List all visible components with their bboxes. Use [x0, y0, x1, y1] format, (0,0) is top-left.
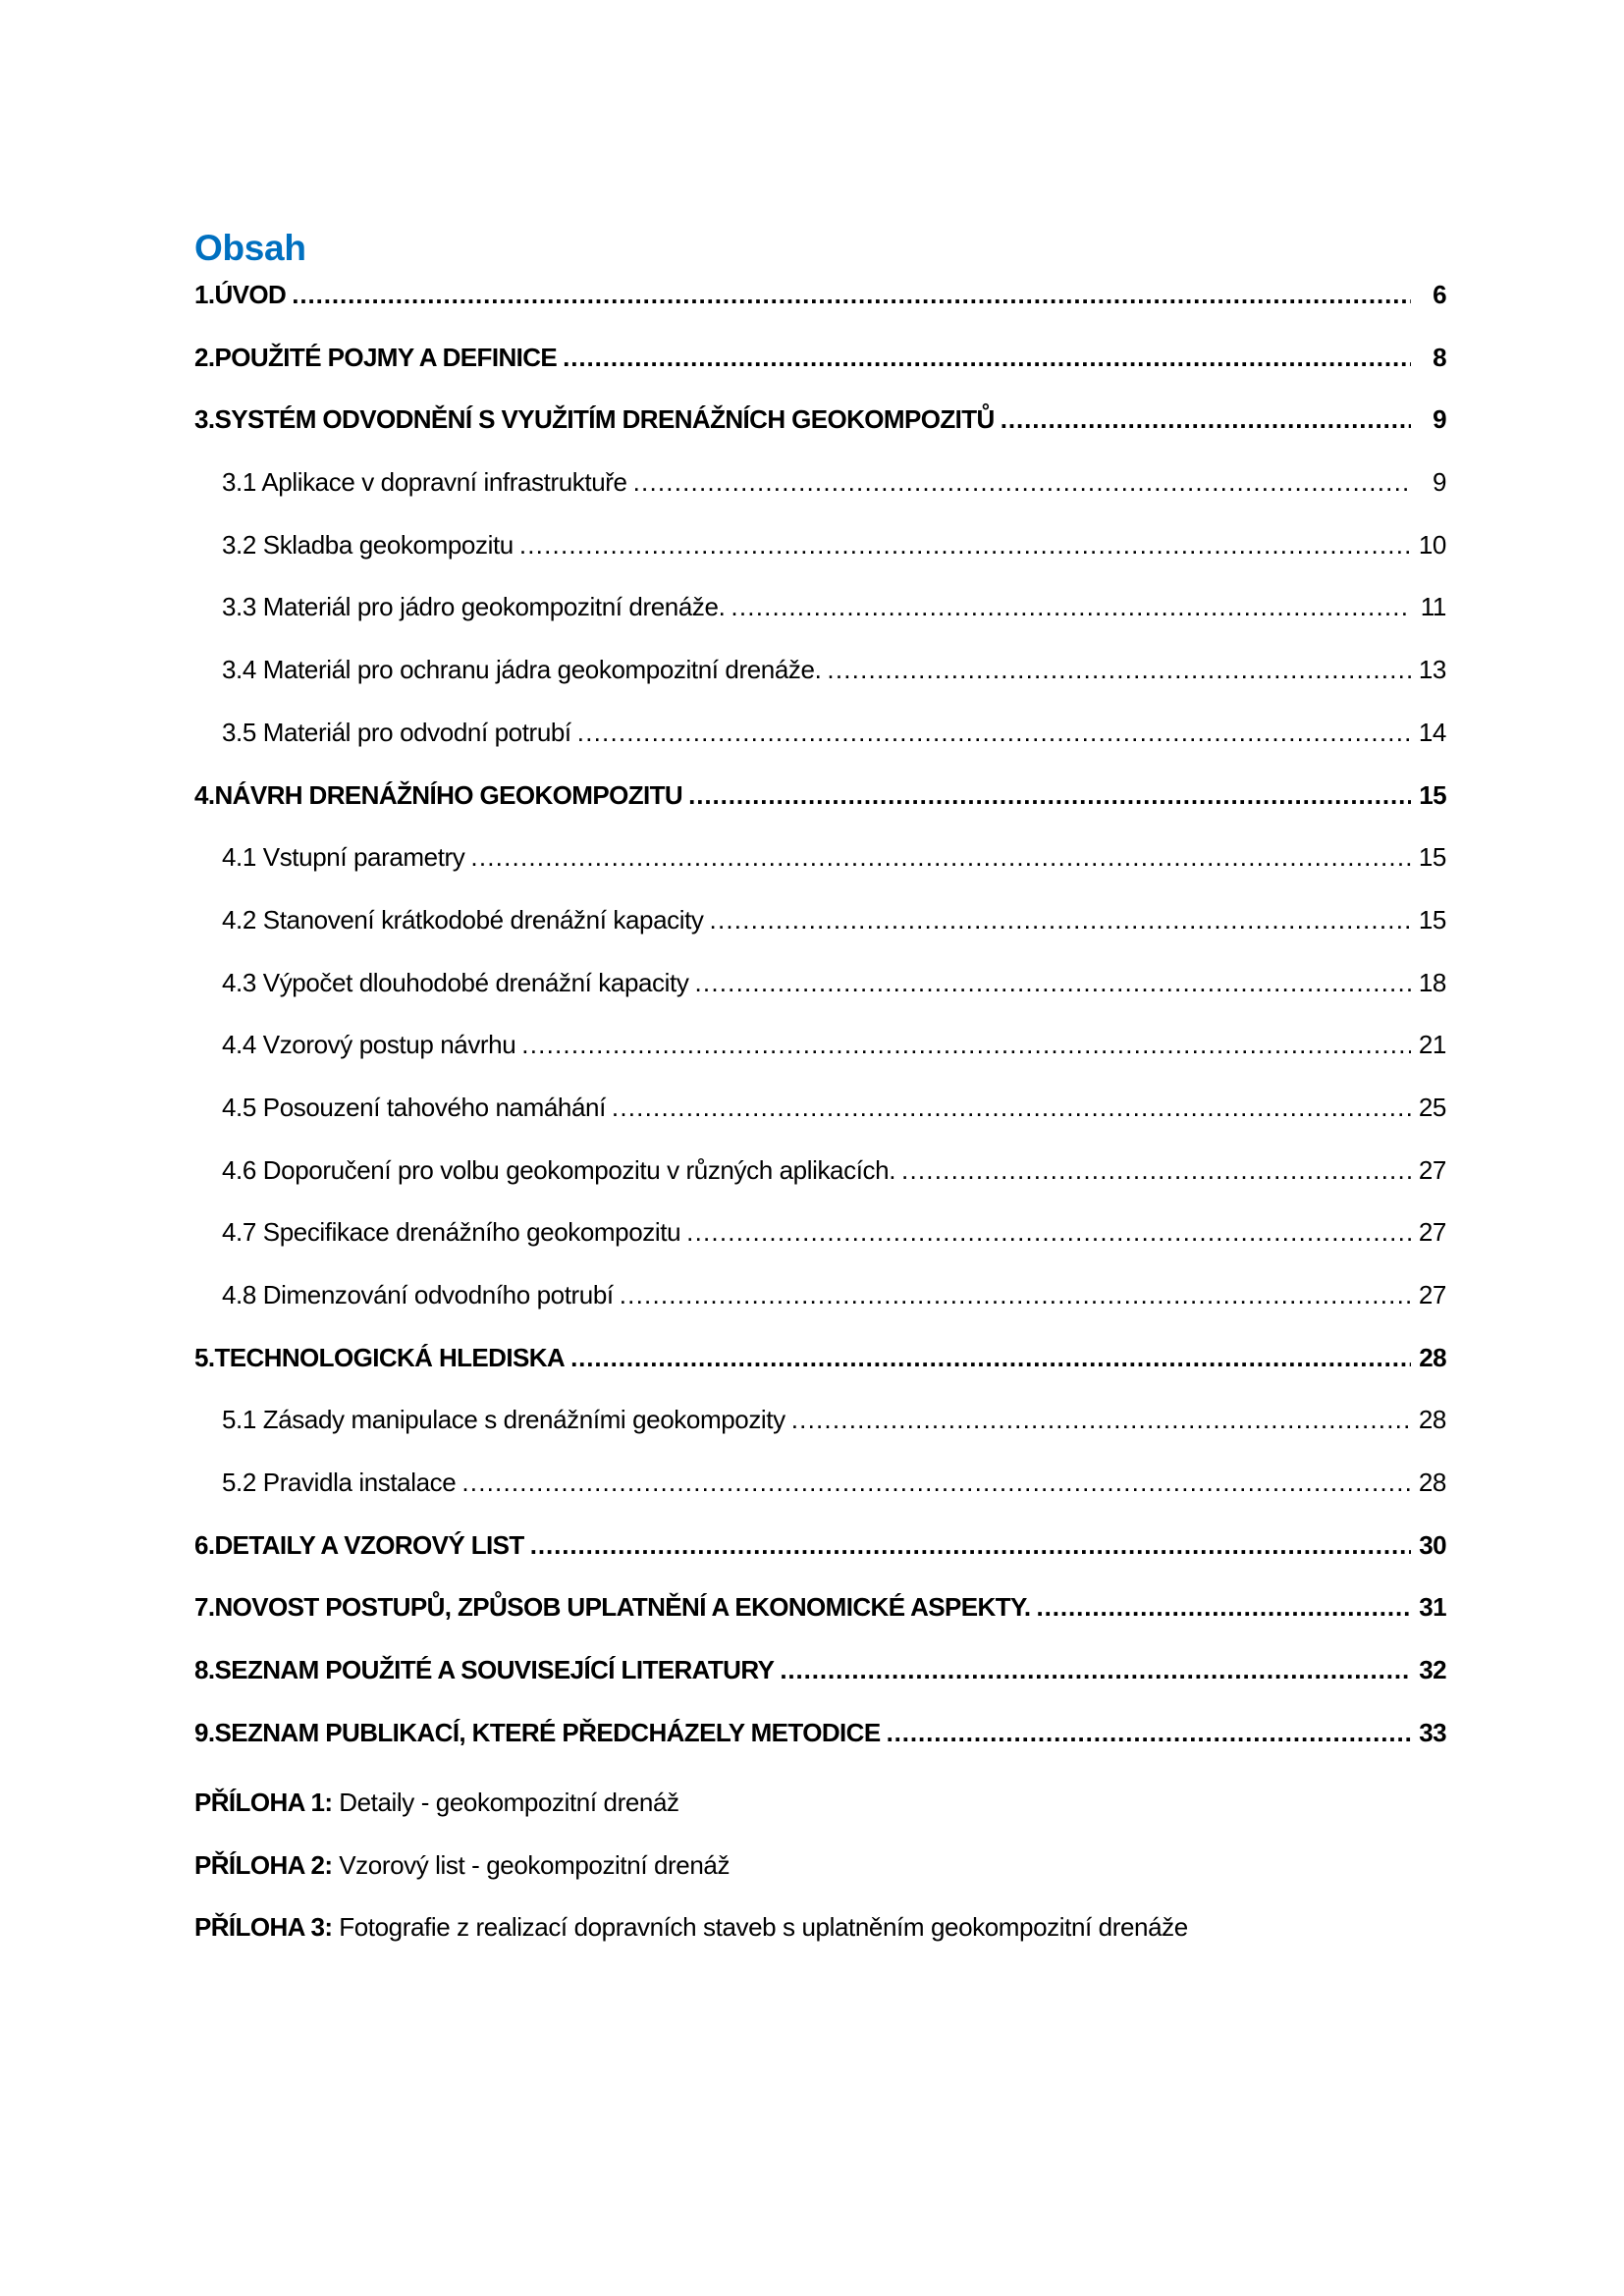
table-of-contents — [194, 275, 1446, 1776]
toc-entry[interactable] — [194, 1150, 1446, 1213]
toc-entry[interactable] — [194, 1587, 1446, 1650]
toc-entry-label: 9.SEZNAM PUBLIKACÍ, KTERÉ PŘEDCHÁZELY METODICE — [194, 1717, 881, 1747]
toc-entry-page: 11 — [1420, 592, 1446, 622]
toc-entry-page: 33 — [1419, 1717, 1446, 1747]
annex-label: PŘÍLOHA 1: — [194, 1788, 333, 1817]
toc-entry-page: 14 — [1418, 717, 1446, 747]
toc-entry-page: 9 — [1432, 467, 1446, 498]
toc-entry[interactable] — [194, 900, 1446, 963]
toc-entry-page: 6 — [1433, 280, 1446, 309]
dot-leader — [612, 1088, 1411, 1127]
toc-entry[interactable] — [194, 587, 1446, 650]
annex-text: Fotografie z realizací dopravních staveb s uplatněním geokompozitní drenáže — [332, 1912, 1188, 1942]
toc-entry-label: 3.4 Materiál pro ochranu jádra geokompozitní drenáže. — [222, 655, 822, 685]
dot-leader — [563, 338, 1411, 377]
toc-entry-label: 4.2 Stanovení krátkodobé drenážní kapacity — [222, 904, 704, 934]
toc-entry[interactable] — [194, 1713, 1446, 1776]
toc-entry-label: 3.3 Materiál pro jádro geokompozitní drenáže. — [222, 592, 726, 622]
toc-entry-page: 15 — [1418, 904, 1446, 934]
toc-entry-page: 31 — [1419, 1592, 1446, 1623]
toc-entry[interactable] — [194, 275, 1446, 338]
toc-entry-label: 3.2 Skladba geokompozitu — [222, 529, 514, 560]
toc-entry-label: 5.1 Zásady manipulace s drenážními geokompozity — [222, 1405, 785, 1435]
dot-leader — [461, 1463, 1411, 1502]
dot-leader — [633, 462, 1411, 502]
dot-leader — [577, 713, 1411, 752]
toc-entry-page: 18 — [1418, 967, 1446, 997]
toc-entry-label: 4.1 Vstupní parametry — [222, 842, 465, 873]
toc-entry-label: 4.4 Vzorový postup návrhu — [222, 1030, 516, 1060]
toc-entry-label: 4.7 Specifikace drenážního geokompozitu — [222, 1217, 681, 1248]
toc-entry-page: 10 — [1418, 529, 1446, 560]
toc-entry-page: 21 — [1418, 1030, 1446, 1060]
toc-entry-label: 6.DETAILY A VZOROVÝ LIST — [194, 1529, 524, 1560]
annex-label: PŘÍLOHA 3: — [194, 1912, 333, 1942]
toc-entry-label: 4.3 Výpočet dlouhodobé drenážní kapacity — [222, 967, 689, 997]
dot-leader — [530, 1525, 1411, 1565]
annex-text: Vzorový list - geokompozitní drenáž — [332, 1849, 731, 1880]
annex-label: PŘÍLOHA 2: — [194, 1849, 333, 1880]
toc-entry-page: 30 — [1419, 1529, 1446, 1560]
dot-leader — [694, 963, 1411, 1002]
toc-entry-label: 3.SYSTÉM ODVODNĚNÍ S VYUŽITÍM DRENÁŽNÍCH GEOKOMPOZITŮ — [194, 404, 995, 435]
dot-leader — [780, 1650, 1411, 1689]
toc-entry-page: 13 — [1418, 655, 1446, 685]
toc-entry[interactable] — [194, 1275, 1446, 1338]
toc-entry-label: 5.2 Pravidla instalace — [222, 1468, 457, 1498]
toc-entry-label: 4.6 Doporučení pro volbu geokompozitu v různých aplikacích. — [222, 1154, 896, 1185]
toc-heading: Obsah — [194, 227, 306, 268]
toc-entry[interactable] — [194, 775, 1446, 838]
toc-entry-label: 4.NÁVRH DRENÁŽNÍHO GEOKOMPOZITU — [194, 779, 683, 810]
dot-leader — [710, 900, 1411, 939]
dot-leader — [292, 275, 1411, 314]
toc-entry[interactable] — [194, 338, 1446, 400]
dot-leader — [1036, 1587, 1411, 1627]
toc-entry-label: 1.ÚVOD — [194, 280, 287, 309]
toc-entry[interactable] — [194, 1400, 1446, 1463]
toc-entry-label: 8.SEZNAM POUŽITÉ A SOUVISEJÍCÍ LITERATURY — [194, 1655, 775, 1685]
toc-entry-page: 27 — [1418, 1280, 1446, 1309]
toc-entry-page: 25 — [1418, 1092, 1446, 1122]
annex-entry[interactable] — [194, 1783, 1188, 1845]
toc-entry[interactable] — [194, 1338, 1446, 1401]
dot-leader — [688, 775, 1411, 815]
annex-entry[interactable] — [194, 1907, 1188, 1970]
annex-list — [194, 1783, 1188, 1970]
dot-leader — [519, 525, 1411, 564]
toc-entry-page: 28 — [1419, 1342, 1446, 1372]
toc-entry-label: 2.POUŽITÉ POJMY A DEFINICE — [194, 342, 558, 372]
toc-entry[interactable] — [194, 713, 1446, 775]
dot-leader — [1001, 400, 1411, 439]
toc-entry[interactable] — [194, 1650, 1446, 1713]
dot-leader — [570, 1338, 1411, 1377]
dot-leader — [521, 1025, 1411, 1064]
toc-entry[interactable] — [194, 650, 1446, 713]
toc-entry-page: 28 — [1418, 1405, 1446, 1435]
annex-entry[interactable] — [194, 1845, 1188, 1908]
toc-entry[interactable] — [194, 462, 1446, 525]
toc-entry[interactable] — [194, 525, 1446, 588]
toc-entry-page: 15 — [1419, 779, 1446, 810]
toc-entry-label: 3.1 Aplikace v dopravní infrastruktuře — [222, 467, 627, 498]
dot-leader — [620, 1275, 1411, 1314]
toc-entry[interactable] — [194, 837, 1446, 900]
toc-entry-page: 32 — [1419, 1655, 1446, 1685]
toc-entry-page: 28 — [1418, 1468, 1446, 1498]
annex-text: Detaily - geokompozitní drenáž — [332, 1788, 679, 1817]
toc-entry-page: 15 — [1418, 842, 1446, 873]
toc-entry-page: 27 — [1418, 1154, 1446, 1185]
toc-entry-page: 9 — [1433, 404, 1446, 435]
toc-entry[interactable] — [194, 400, 1446, 462]
dot-leader — [901, 1150, 1411, 1190]
toc-entry-label: 4.8 Dimenzování odvodního potrubí — [222, 1280, 614, 1309]
toc-entry[interactable] — [194, 1463, 1446, 1525]
toc-entry[interactable] — [194, 1212, 1446, 1275]
toc-entry-page: 27 — [1418, 1217, 1446, 1248]
dot-leader — [827, 650, 1411, 689]
toc-entry[interactable] — [194, 1088, 1446, 1150]
toc-entry-label: 5.TECHNOLOGICKÁ HLEDISKA — [194, 1342, 566, 1372]
toc-entry-label: 4.5 Posouzení tahového namáhání — [222, 1092, 606, 1122]
toc-entry[interactable] — [194, 1525, 1446, 1588]
toc-entry-label: 3.5 Materiál pro odvodní potrubí — [222, 717, 571, 747]
dot-leader — [731, 587, 1411, 626]
toc-entry[interactable] — [194, 1025, 1446, 1088]
toc-entry-label: 7.NOVOST POSTUPŮ, ZPŮSOB UPLATNĚNÍ A EKONOMICKÉ ASPEKTY. — [194, 1592, 1031, 1623]
toc-entry[interactable] — [194, 963, 1446, 1026]
toc-entry-page: 8 — [1433, 342, 1446, 372]
dot-leader — [470, 837, 1411, 877]
dot-leader — [686, 1212, 1411, 1252]
dot-leader — [887, 1713, 1411, 1752]
dot-leader — [791, 1400, 1411, 1439]
